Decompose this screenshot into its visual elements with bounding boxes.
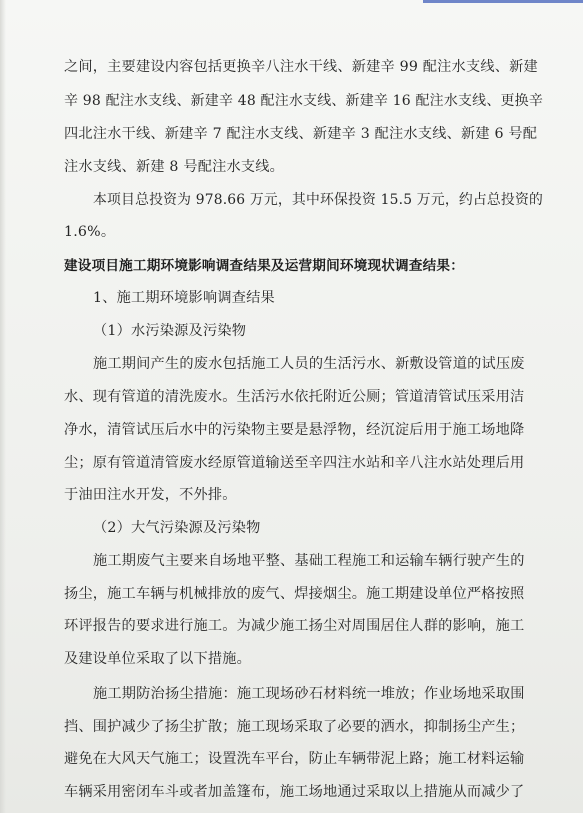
text: 挡、围护减少了扬尘扩散；施工现场采取了必要的洒水，抑制扬尘产生； [64,719,525,735]
text: 于油田注水开发，不外排。 [64,487,237,503]
heading-text: 建设项目施工期环境影响调查结果及运营期间环境现状调查结果： [64,258,465,274]
text: 尘；原有管道清管废水经原管道输送至辛四注水站和辛八注水站处理后用 [64,455,525,471]
text: 之间，主要建设内容包括更换辛八注水干线、新建辛 99 配注水支线、新建 [64,59,538,75]
text: （2）大气污染源及污染物 [93,520,261,536]
text: 环评报告的要求进行施工。为减少施工扬尘对周围居住人群的影响，施工 [64,618,525,634]
top-accent-bar [423,0,583,3]
text: 施工期废气主要来自场地平整、基础工程施工和运输车辆行驶产生的 [93,553,525,569]
page-edge-shadow [0,0,6,813]
text: 注水支线、新建 8 号配注水支线。 [64,159,285,175]
text: 避免在大风天气施工；设置洗车平台，防止车辆带泥上路；施工材料运输 [64,751,525,767]
text: 1.6%。 [64,224,116,240]
text: 水、现有管道的清洗废水。生活污水依托附近公厕；管道清管试压采用洁 [64,389,525,405]
text: 1、施工期环境影响调查结果 [93,290,275,306]
text: 车辆采用密闭车斗或者加盖篷布，施工场地通过采取以上措施从而减少了 [64,784,525,800]
text: （1）水污染源及污染物 [93,323,247,339]
text: 施工期间产生的废水包括施工人员的生活污水、新敷设管道的试压废 [93,356,525,372]
text: 四北注水干线、新建辛 7 配注水支线、新建辛 3 配注水支线、新建 6 号配 [64,126,538,142]
text: 辛 98 配注水支线、新建辛 48 配注水支线、新建辛 16 配注水支线、更换辛 [64,93,543,109]
text: 施工期防治扬尘措施：施工现场砂石材料统一堆放；作业场地采取围 [93,686,525,702]
text: 及建设单位采取了以下措施。 [64,651,252,667]
text: 扬尘，施工车辆与机械排放的废气、焊接烟尘。施工期建设单位严格按照 [64,586,525,602]
text: 本项目总投资为 978.66 万元，其中环保投资 15.5 万元，约占总投资的 [93,192,543,208]
text: 净水，清管试压后水中的污染物主要是悬浮物，经沉淀后用于施工场地降 [64,422,525,438]
